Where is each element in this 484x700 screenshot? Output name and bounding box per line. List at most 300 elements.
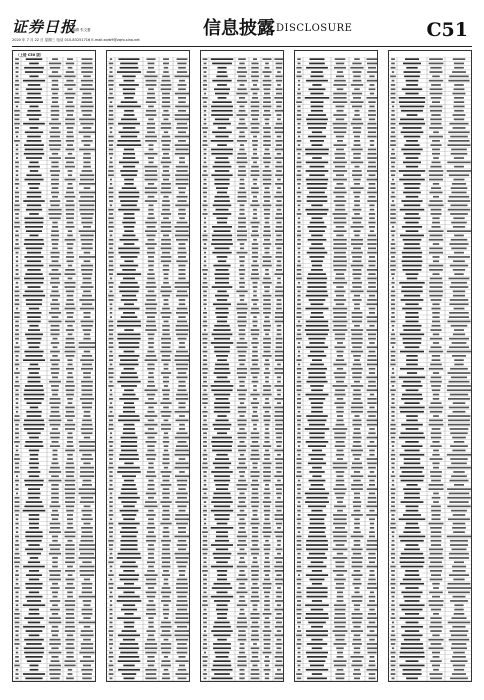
table-cell-text [353,441,360,443]
table-cell-text [203,544,208,546]
table-cell-text [335,673,344,675]
table-cell-text [108,80,113,82]
table-cell-text [217,604,228,606]
table-cell-text [121,101,138,103]
table-cell-text [28,497,39,499]
table-cell-text [162,660,171,662]
table-cell-text [146,308,156,310]
table-cell-text [275,140,282,142]
table-cell-text [148,346,153,348]
table-cell-text [238,377,246,379]
table-cell-text [351,596,362,598]
table-cell-text [67,566,73,568]
table-cell-text [369,510,374,512]
table-cell-text [275,411,283,413]
table-cell-text [277,260,281,262]
table-cell-text [65,286,76,288]
table-cell-text [251,497,258,499]
table-cell-text [109,106,113,108]
table-cell-text [406,196,419,198]
table-cell-text [217,432,227,434]
table-cell-text [67,222,74,224]
table-cell-text [264,131,271,133]
table-cell-text [251,420,258,422]
table-cell-text [351,123,363,125]
table-cell-text [79,596,96,598]
table-cell-text [164,450,168,452]
table-cell-text [351,407,363,409]
table-cell-text [65,561,75,563]
table-cell-text [275,617,283,619]
table-cell-text [82,63,93,65]
table-cell-text [368,222,375,224]
table-cell-text [110,566,113,568]
table-cell-text [253,389,257,391]
table-cell-text [50,415,61,417]
table-cell-text [147,131,155,133]
table-cell-text [305,329,329,331]
table-cell-text [148,428,154,430]
table-cell-text [429,673,442,675]
table-cell-text [276,643,283,645]
table-cell-text [336,63,344,65]
table-cell-text [252,480,258,482]
table-cell-text [263,97,271,99]
table-cell-text [217,144,227,146]
table-cell-text [392,200,394,202]
table-cell-text [449,338,469,340]
table-cell-text [202,127,207,129]
table-cell-text [117,273,141,275]
table-cell-text [66,355,75,357]
table-cell-text [119,574,139,576]
table-cell-text [109,557,113,559]
table-cell-text [264,510,271,512]
table-cell-text [391,312,394,314]
table-cell-text [67,260,74,262]
table-cell-text [80,88,95,90]
table-cell-text [264,420,271,422]
table-cell-text [15,213,19,215]
table-cell-text [351,467,362,469]
table-cell-text [65,346,75,348]
table-cell-text [50,351,60,353]
table-cell-text [109,549,112,551]
table-cell-text [109,626,112,628]
table-cell-text [52,93,58,95]
table-cell-text [390,187,395,189]
table-cell-text [430,235,443,237]
table-cell-text [27,402,42,404]
table-cell-text [405,587,418,589]
table-cell-text [119,656,139,658]
table-cell-text [203,359,207,361]
table-cell-text [83,372,91,374]
table-cell-text [454,613,465,615]
table-cell-text [451,475,467,477]
table-cell-text [203,106,207,108]
table-cell-text [252,140,258,142]
table-cell-text [202,334,208,336]
table-cell-text [336,566,345,568]
table-cell-text [368,123,377,125]
table-cell-text [263,639,270,641]
table-cell-text [216,157,229,159]
table-cell-text [147,127,155,129]
table-cell-text [203,415,207,417]
table-cell-text [298,364,300,366]
table-cell-text [402,260,423,262]
table-cell-text [145,669,156,671]
table-cell-text [406,506,419,508]
table-cell-text [333,162,347,164]
table-cell-text [122,630,137,632]
table-cell-text [297,368,302,370]
table-cell-text [275,635,284,637]
table-cell-text [214,583,231,585]
table-cell-text [123,570,134,572]
table-cell-text [83,665,91,667]
table-cell-text [433,450,439,452]
table-cell-text [240,144,244,146]
table-cell-text [236,308,247,310]
table-cell-text [50,329,59,331]
table-cell-text [213,123,231,125]
table-cell-text [306,415,328,417]
table-cell-text [264,226,270,228]
table-cell-text [214,325,229,327]
table-cell-text [453,291,466,293]
table-cell-text [52,84,58,86]
table-cell-text [52,394,58,396]
table-cell-text [122,475,136,477]
table-cell-text [335,334,345,336]
table-cell-text [264,153,270,155]
table-cell-text [354,493,360,495]
table-cell-text [305,149,329,151]
table-cell-text [401,131,424,133]
table-cell-text [120,531,138,533]
table-cell-text [178,101,185,103]
table-cell-text [204,243,207,245]
table-cell-text [14,587,19,589]
table-cell-text [164,299,169,301]
table-cell-text [239,678,244,680]
table-cell-text [432,321,440,323]
table-cell-text [213,553,232,555]
table-cell-text [333,127,346,129]
table-cell-text [148,553,154,555]
table-cell-text [452,450,465,452]
table-cell-text [402,286,423,288]
table-cell-text [277,630,282,632]
table-cell-text [29,187,38,189]
table-cell-text [335,561,344,563]
table-cell-text [161,127,172,129]
table-cell-text [311,639,322,641]
table-cell-text [351,338,363,340]
table-cell-text [215,420,228,422]
table-cell-text [262,256,271,258]
table-cell-text [81,67,93,69]
table-cell-text [310,166,325,168]
table-cell-text [162,566,171,568]
table-cell-text [369,308,376,310]
table-cell-text [79,119,95,121]
table-cell-text [451,248,466,250]
table-cell-text [161,643,171,645]
table-cell-text [83,600,92,602]
table-cell-text [29,613,40,615]
table-cell-text [66,97,75,99]
table-cell-text [333,248,347,250]
table-cell-text [110,235,113,237]
table-cell-text [336,484,345,486]
table-cell-text [15,639,20,641]
table-cell-text [160,501,171,503]
table-cell-text [25,265,44,267]
table-cell-text [263,463,272,465]
table-cell-text [368,583,377,585]
table-cell-text [176,334,188,336]
table-cell-text [204,162,207,164]
table-cell-text [430,553,443,555]
table-cell-text [406,166,418,168]
table-cell-text [83,278,92,280]
table-cell-text [109,248,112,250]
table-cell-text [14,613,19,615]
table-cell-text [25,678,42,680]
table-cell-text [391,587,395,589]
table-cell-text [216,355,228,357]
table-cell-text [277,119,281,121]
table-cell-text [65,351,76,353]
table-cell-text [202,467,208,469]
table-cell-text [448,140,469,142]
table-cell-text [203,101,206,103]
table-cell-text [203,647,208,649]
table-cell-text [297,488,301,490]
table-cell-text [369,226,375,228]
table-cell-text [15,192,19,194]
table-cell-text [390,527,396,529]
table-cell-text [123,592,134,594]
table-cell-text [334,243,347,245]
table-cell-text [392,471,394,473]
table-cell-text [65,488,76,490]
table-cell-text [306,170,329,172]
table-cell-text [367,647,377,649]
table-cell-text [236,291,247,293]
table-cell-text [351,475,364,477]
table-cell-text [29,213,38,215]
table-cell-text [352,660,361,662]
table-cell-text [403,579,422,581]
table-cell-text [308,338,325,340]
table-cell-text [353,248,361,250]
table-cell-text [264,660,270,662]
table-cell-text [203,140,207,142]
table-cell-text [369,428,375,430]
table-cell-text [430,88,443,90]
table-cell-text [335,527,345,529]
table-cell-text [50,467,60,469]
table-cell-text [336,286,344,288]
table-cell-text [14,561,20,563]
table-cell-text [264,622,271,624]
table-cell-text [367,80,377,82]
table-cell-text [335,338,345,340]
table-cell-text [203,291,207,293]
table-cell-text [211,153,232,155]
table-cell-text [353,553,361,555]
table-cell-text [27,196,41,198]
table-cell-text [109,338,114,340]
table-cell-text [354,183,360,185]
table-cell-text [67,101,73,103]
table-cell-text [66,678,74,680]
table-cell-text [80,566,95,568]
table-cell-text [109,458,112,460]
table-cell-text [162,325,170,327]
table-cell-text [217,377,228,379]
table-cell-text [123,665,134,667]
table-cell-text [264,570,271,572]
table-cell-text [333,536,346,538]
table-cell-text [82,484,92,486]
table-cell-text [252,656,258,658]
table-cell-text [399,123,425,125]
table-cell-text [29,609,39,611]
table-cell-text [148,157,154,159]
table-cell-text [82,609,93,611]
table-cell-text [67,596,73,598]
table-cell-text [25,334,43,336]
table-cell-text [237,114,248,116]
table-cell-text [109,93,112,95]
table-cell-text [162,561,170,563]
table-cell-text [308,355,327,357]
table-cell-text [28,471,41,473]
table-cell-text [450,480,469,482]
table-cell-text [27,252,41,254]
table-cell-text [252,604,257,606]
table-cell-text [66,643,73,645]
table-cell-text [204,652,206,654]
table-cell-text [203,136,206,138]
table-cell-text [123,153,135,155]
table-cell-text [251,187,259,189]
table-cell-text [276,510,281,512]
table-cell-text [297,329,300,331]
table-cell-text [238,67,246,69]
table-cell-text [353,445,362,447]
table-cell-text [391,398,394,400]
table-cell-text [310,579,325,581]
table-cell-text [239,149,244,151]
table-cell-text [79,131,96,133]
table-cell-text [275,316,283,318]
table-cell-text [109,441,114,443]
table-cell-text [26,587,42,589]
table-cell-text [390,342,395,344]
table-cell-text [406,84,418,86]
table-cell-text [163,480,170,482]
table-cell-text [276,613,281,615]
table-cell-text [24,217,43,219]
table-cell-text [431,518,440,520]
table-cell-text [65,308,76,310]
table-cell-text [391,282,394,284]
table-cell-text [297,463,302,465]
table-cell-text [307,557,327,559]
table-cell-text [161,557,170,559]
table-cell-text [265,119,270,121]
table-cell-text [15,592,18,594]
table-cell-text [429,424,444,426]
table-cell-text [16,76,19,78]
table-cell-text [352,424,361,426]
table-cell-text [264,506,270,508]
table-cell-text [214,475,230,477]
table-cell-text [402,308,422,310]
content-columns [12,50,472,682]
table-cell-text [204,71,207,73]
table-cell-text [109,325,114,327]
table-cell-text [404,243,419,245]
table-cell-text [404,497,420,499]
table-cell-text [30,364,39,366]
table-cell-text [24,239,43,241]
table-cell-text [204,252,206,254]
table-cell-text [404,187,419,189]
table-cell-text [431,531,441,533]
table-cell-text [354,136,360,138]
table-cell-text [162,149,170,151]
table-cell-text [454,604,463,606]
table-cell-text [148,531,154,533]
table-cell-text [334,579,346,581]
table-cell-text [203,372,208,374]
table-cell-text [212,450,232,452]
table-cell-text [391,123,396,125]
table-cell-text [298,355,301,357]
table-cell-text [392,325,395,327]
table-cell-text [237,368,247,370]
table-cell-text [16,527,19,529]
table-cell-text [148,372,153,374]
table-cell-text [452,656,466,658]
table-cell-text [14,665,19,667]
table-cell-text [367,420,378,422]
table-cell-text [354,604,360,606]
table-cell-text [404,493,419,495]
table-cell-text [16,669,19,671]
table-cell-text [65,660,76,662]
table-cell-text [275,626,283,628]
table-cell-text [306,321,328,323]
table-cell-text [353,394,362,396]
table-cell-text [336,76,344,78]
table-cell-text [306,592,327,594]
table-cell-text [215,170,230,172]
table-cell-text [263,501,272,503]
table-cell-text [454,609,463,611]
table-cell-text [161,162,172,164]
table-cell-text [66,463,74,465]
table-cell-text [406,544,419,546]
table-cell-text [252,415,258,417]
